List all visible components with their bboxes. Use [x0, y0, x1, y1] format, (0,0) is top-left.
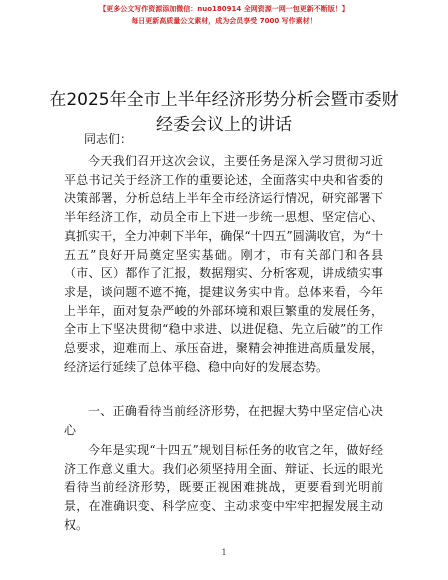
- body-paragraph-section-1: 今年是实现“十四五”规划目标任务的收官之年，做好经济工作意义重大。我们必须坚持用全面、辩证、长远的眼光看待当前经济形势，既要正视困难挑战，更要看到光明前景，在准确识变、科学应变、主动求变中牢牢把握发展主动权。: [64, 443, 383, 532]
- body-paragraph-opening: 今天我们召开这次会议，主要任务是深入学习贯彻习近平总书记关于经济工作的重要论述，全面落实中央和省委的决策部署，分析总结上半年全市经济运行情况，研究部署下半年经济工作，动员全市上下进一步统一思想、坚定信心、真抓实干，全力冲刺下半年，确保“十四五”圆满收官，为“十五五”良好开局奠定坚实基础。刚才，市有关部门和各县（市、区）都作了汇报，数据翔实、分析客观，讲成绩实事求是，谈问题不遮不掩，提建议务实中肯。总体来看，今年上半年，面对复杂严峻的外部环境和艰巨繁重的发展任务，全市上下坚决贯彻“稳中求进、以进促稳、先立后破”的工作总要求，迎难而上、承压奋进，聚精会神推进高质量发展，经济运行延续了总体平稳、稳中向好的发展态势。: [64, 154, 383, 374]
- page-number: 1: [221, 548, 227, 557]
- promo-banner-line-1: 【更多公文写作资源添加微信：nuo180914 全网资源一网一包更新不断版！】: [99, 5, 349, 13]
- promo-banner-line-2: 每日更新高质量公文素材，成为会员享受 7000 写作素材！: [131, 17, 317, 25]
- document-title-line-1: 在2025年全市上半年经济形势分析会暨市委财: [49, 90, 399, 110]
- salutation: 同志们：: [84, 132, 133, 146]
- section-heading-1: 一、正确看待当前经济形势，在把握大势中坚定信心决心: [64, 404, 383, 437]
- document-title-line-2: 经委会议上的讲话: [156, 115, 292, 135]
